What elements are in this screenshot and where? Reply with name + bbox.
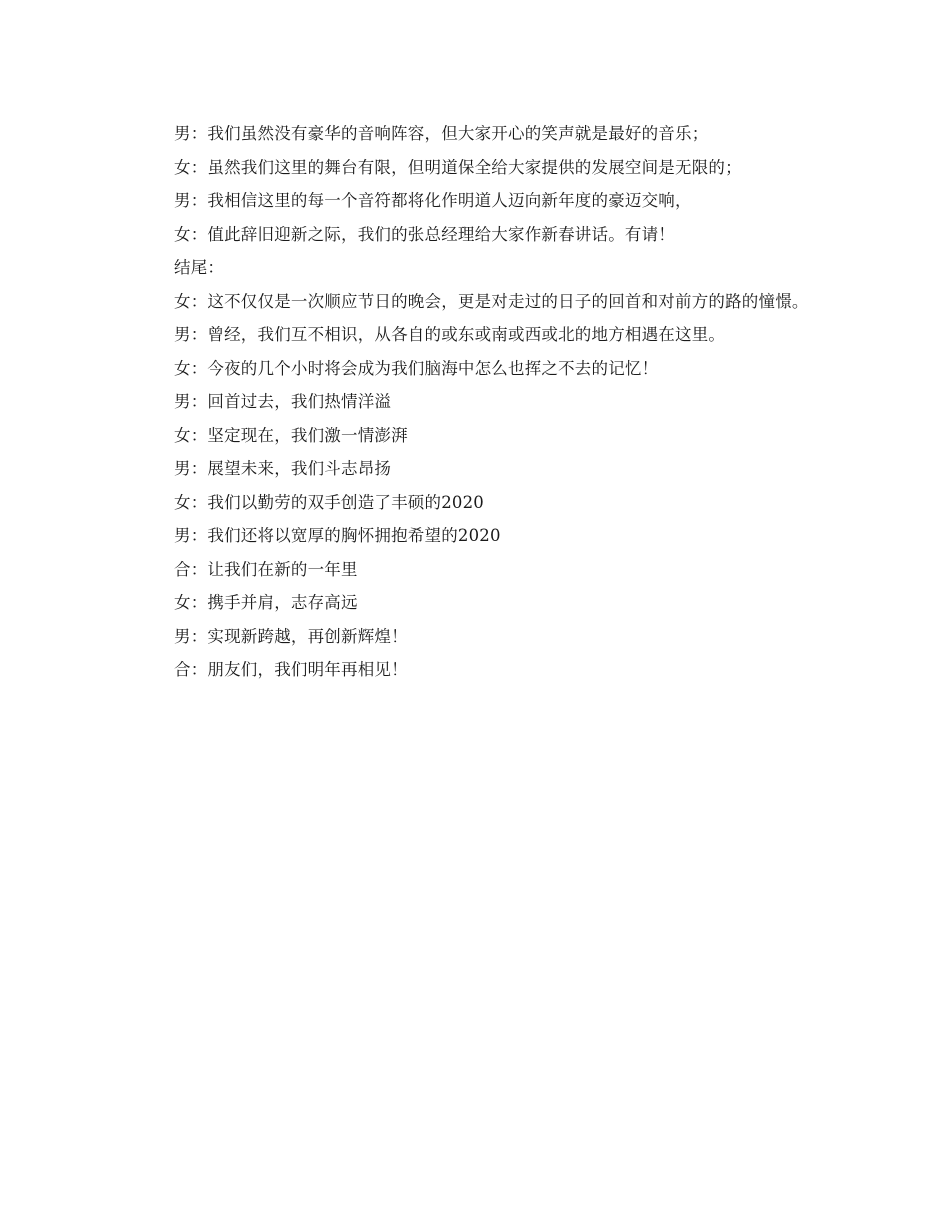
paragraph: 女：坚定现在，我们激一情澎湃 (174, 425, 408, 445)
paragraph: 男：我们还将以宽厚的胸怀拥抱希望的2020 (174, 526, 501, 545)
document-body (140, 117, 812, 687)
paragraph: 女：今夜的几个小时将会成为我们脑海中怎么也挥之不去的记忆！ (174, 358, 659, 378)
paragraph: 男：曾经，我们互不相识，从各自的或东或南或西或北的地方相遇在这里。 (174, 325, 726, 344)
paragraph: 女：虽然我们这里的舞台有限，但明道保全给大家提供的发展空间是无限的； (174, 157, 742, 177)
paragraph: 合：朋友们，我们明年再相见！ (174, 660, 408, 679)
paragraph: 女：值此辞旧迎新之际，我们的张总经理给大家作新春讲话。有请！ (174, 224, 675, 244)
paragraph: 女：我们以勤劳的双手创造了丰硕的2020 (174, 492, 484, 512)
paragraph: 男：实现新跨越，再创新辉煌！ (174, 626, 408, 646)
paragraph: 男：我们虽然没有豪华的音响阵容，但大家开心的笑声就是最好的音乐； (174, 124, 709, 143)
paragraph: 女：携手并肩，志存高远 (174, 593, 358, 612)
paragraph: 男：我相信这里的每一个音符都将化作明道人迈向新年度的豪迈交响， (174, 191, 692, 210)
paragraph: 合：让我们在新的一年里 (174, 559, 358, 579)
paragraph: 男：回首过去，我们热情洋溢 (174, 392, 392, 411)
section-heading: 结尾： (174, 258, 225, 277)
paragraph: 女：这不仅仅是一次顺应节日的晚会，更是对走过的日子的回首和对前方的路的憧憬。 (174, 291, 809, 311)
paragraph: 男：展望未来，我们斗志昂扬 (174, 459, 392, 478)
